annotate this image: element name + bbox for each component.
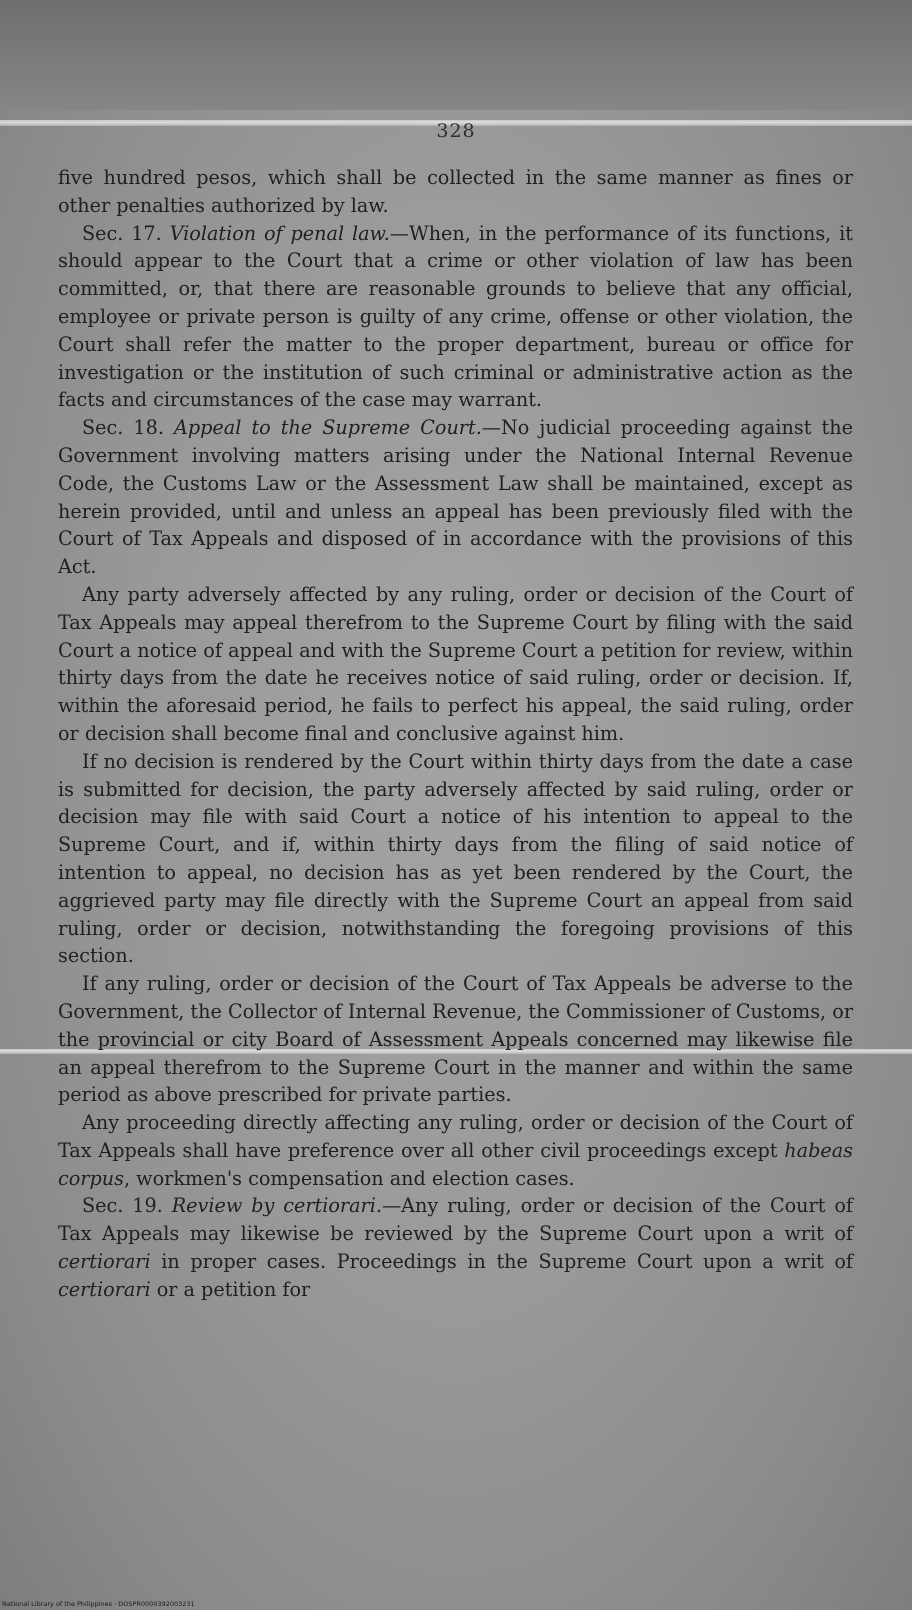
page-number: 328: [436, 120, 476, 142]
paragraph: If no decision is rendered by the Court within thirty days from the date a case is submitted for decision, the party adversely affected by said ruling, order or decision may file with said Court a notice of his intention to appeal to the Supreme Court, and if, within thirty days from the filing of said notice of intention to appeal, no decision has as yet been rendered by the Court, the aggrieved party may file directly with the Supreme Court an appeal from said ruling, order or decision, notwithstanding the foregoing provisions of this section.: [58, 749, 853, 968]
section-number: Sec. 17.: [82, 221, 162, 245]
paragraph: five hundred pesos, which shall be collected in the same manner as fines or other penalties authorized by law.: [58, 166, 853, 217]
section-title: Review by certiorari.: [171, 1194, 382, 1218]
scan-top-shadow: [0, 0, 912, 110]
section-number: Sec. 18.: [82, 416, 164, 440]
paragraph: Any proceeding directly affecting any ruling, order or decision of the Court of Tax Appeals shall have preference over all other civil proceedings except habeas corpus, workmen's compensation and election cases.: [58, 1111, 853, 1190]
section-18: Sec. 18. Appeal to the Supreme Court.—No judicial proceeding against the Government involving matters arising under the National Internal Revenue Code, the Customs Law or the Assessment Law shall be maintained, except as herein provided, until and unless an appeal has been previously filed with the Court of Tax Appeals and disposed of in accordance with the provisions of this Act.: [58, 416, 853, 579]
body-text: [58, 164, 853, 1304]
section-title: Violation of penal law.: [169, 221, 390, 245]
section-number: Sec. 19.: [82, 1194, 163, 1218]
section-19: Sec. 19. Review by certiorari.—Any ruling, order or decision of the Court of Tax Appeals may likewise be reviewed by the Supreme Court upon a writ of certiorari in proper cases. Proceedings in the Supreme Court upon a writ of certiorari or a petition for: [58, 1194, 853, 1301]
library-watermark: National Library of the Philippines · DOSPR0000392003231: [2, 1600, 195, 1608]
paragraph: If any ruling, order or decision of the Court of Tax Appeals be adverse to the Government, the Collector of Internal Revenue, the Commissioner of Customs, or the provincial or city Board of Assessment Appeals concerned may likewise file an appeal therefrom to the Supreme Court in the manner and within the same period as above prescribed for private parties.: [58, 972, 853, 1107]
paragraph: Any party adversely affected by any ruling, order or decision of the Court of Tax Appeals may appeal therefrom to the Supreme Court by filing with the said Court a notice of appeal and with the Supreme Court a petition for review, within thirty days from the date he receives notice of said ruling, order or decision. If, within the aforesaid period, he fails to perfect his appeal, the said ruling, order or decision shall become final and conclusive against him.: [58, 582, 853, 745]
section-title: Appeal to the Supreme Court.: [174, 416, 482, 440]
section-17: Sec. 17. Violation of penal law.—When, in the performance of its functions, it should appear to the Court that a crime or other violation of law has been committed, or, that there are reasonable grounds to believe that any official, employee or private person is guilty of any crime, offense or other violation, the Court shall refer the matter to the proper department, bureau or office for investigation or the institution of such criminal or administrative action as the facts and circumstances of the case may warrant.: [58, 221, 853, 412]
